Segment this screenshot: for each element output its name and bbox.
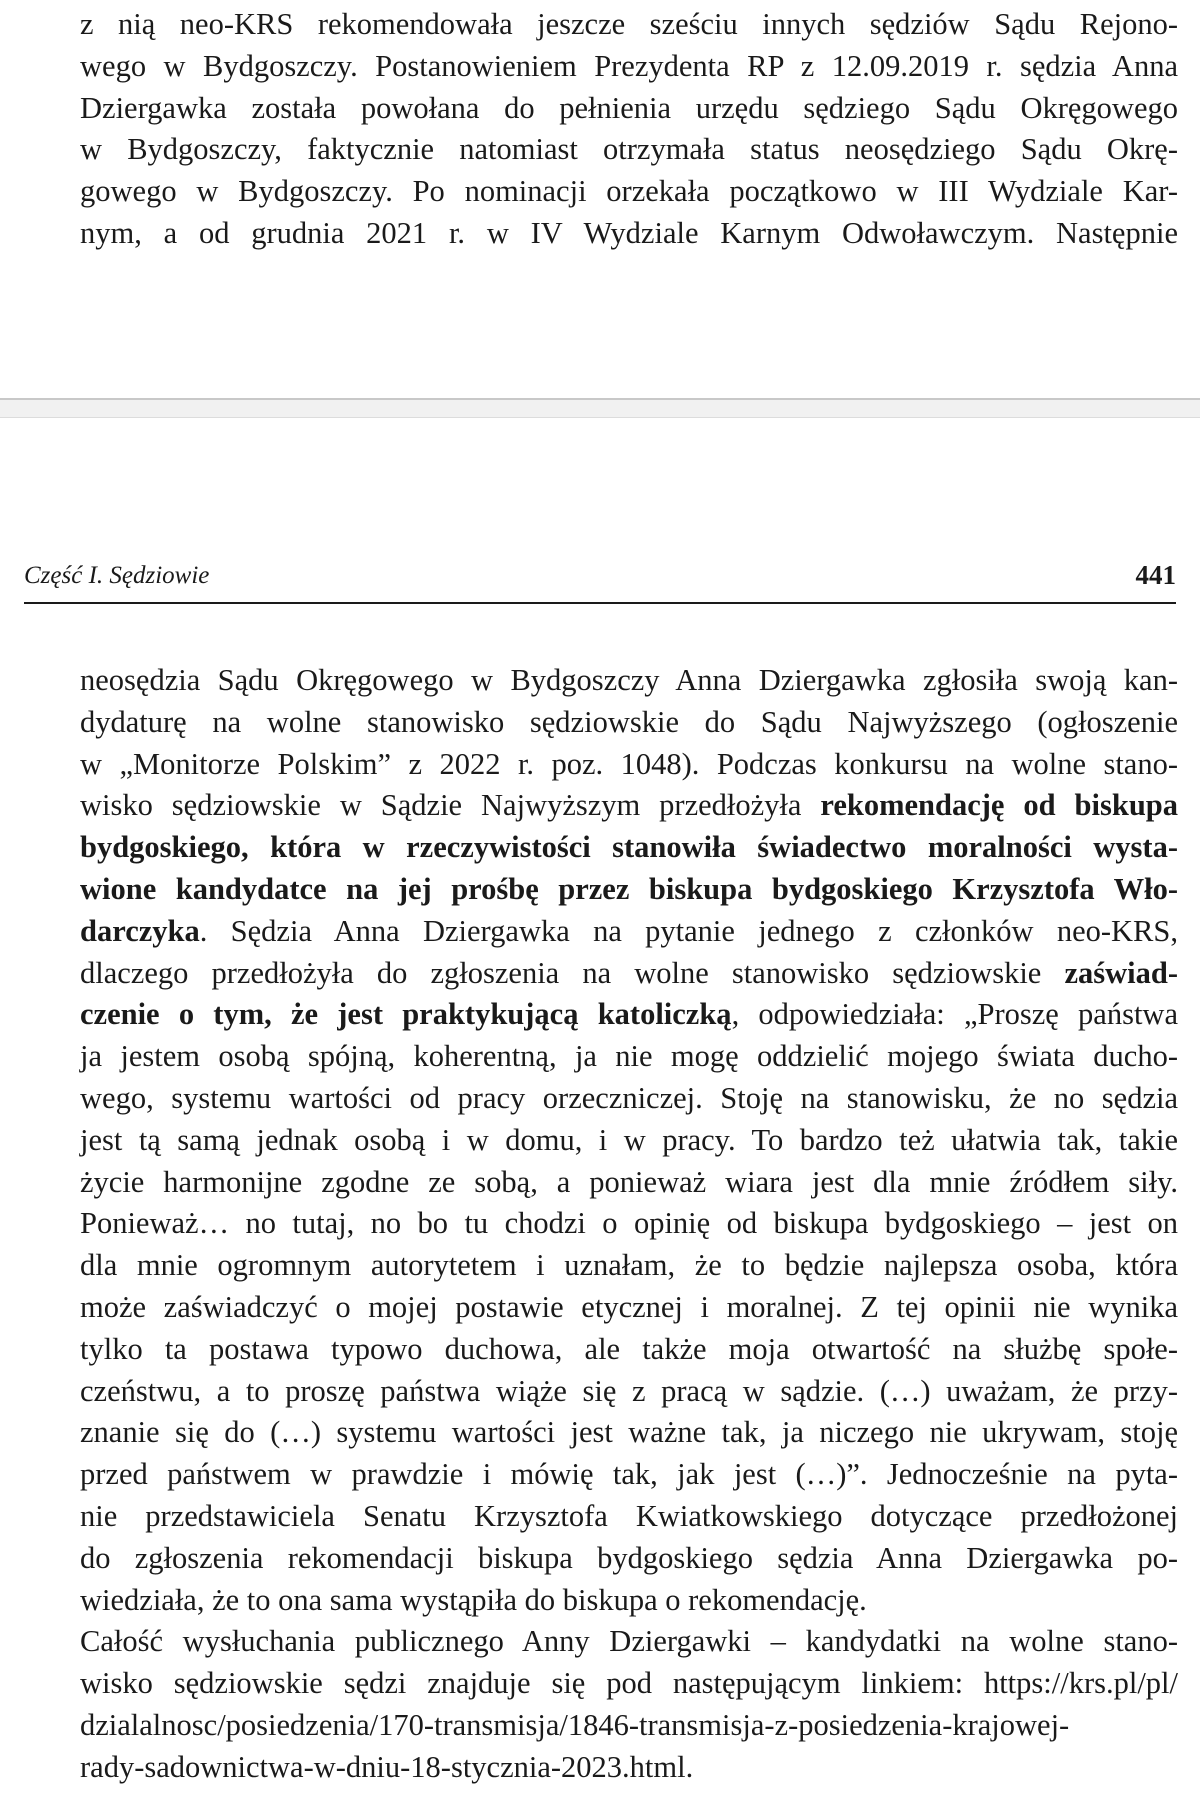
text-run: wego, systemu wartości od pracy orzeczniczej. Stoję na stanowisku, że no sędzia — [80, 1080, 1178, 1115]
text-line — [80, 660, 1178, 702]
text-run: znanie się do (…) systemu wartości jest ważne tak, ja niczego nie ukrywam, stoję — [80, 1415, 1178, 1450]
text-run: . Sędzia Anna Dziergawka na pytanie jednego z członków neo-KRS, — [199, 913, 1178, 948]
text-line — [80, 1454, 1178, 1496]
text-run: dlaczego przedłożyła do zgłoszenia na wolne stanowisko sędziowskie — [80, 955, 1065, 990]
text-line — [80, 1621, 1178, 1663]
text-line — [80, 1663, 1178, 1705]
page-separator — [0, 398, 1200, 418]
text-line — [80, 1538, 1178, 1580]
bold-text-run: bydgoskiego, która w rzeczywistości stanowiła świadectwo moralności wysta- — [80, 830, 1178, 865]
page-number: 441 — [1135, 560, 1176, 590]
text-line — [80, 1036, 1178, 1078]
text-line — [80, 1329, 1178, 1371]
text-line — [80, 1412, 1178, 1454]
text-line — [80, 1162, 1178, 1204]
text-line: wego w Bydgoszczy. Postanowieniem Prezydenta RP z 12.09.2019 r. sędzia Anna — [80, 48, 1178, 83]
text-run: dydaturę na wolne stanowisko sędziowskie do Sądu Najwyższego (ogłoszenie — [80, 704, 1178, 739]
running-header — [24, 560, 1176, 604]
current-page-text — [80, 660, 1178, 1789]
text-run: jest tą samą jednak osobą i w domu, i w pracy. To bardzo też ułatwia tak, takie — [80, 1122, 1178, 1157]
text-line — [80, 1580, 1178, 1622]
text-run: czeństwu, a to proszę państwa wiąże się z pracą w sądzie. (…) uważam, że przy- — [80, 1373, 1178, 1408]
text-run: do zgłoszenia rekomendacji biskupa bydgoskiego sędzia Anna Dziergawka po- — [80, 1540, 1178, 1575]
text-line: w Bydgoszczy, faktycznie natomiast otrzymała status neosędziego Sądu Okrę- — [80, 132, 1178, 167]
bold-text-run: darczyka — [80, 913, 200, 948]
text-line — [80, 702, 1178, 744]
text-line: nym, a od grudnia 2021 r. w IV Wydziale Karnym Odwoławczym. Następnie — [80, 215, 1178, 250]
text-run: nie przedstawiciela Senatu Krzysztofa Kwiatkowskiego dotyczące przedłożonej — [80, 1498, 1178, 1533]
text-line: Dziergawka została powołana do pełnienia urzędu sędziego Sądu Okręgowego — [80, 90, 1178, 125]
text-line — [80, 1245, 1178, 1287]
text-line — [80, 785, 1178, 827]
text-line — [80, 1203, 1178, 1245]
text-line: z nią neo-KRS rekomendowała jeszcze sześciu innych sędziów Sądu Rejono- — [80, 7, 1178, 41]
bold-text-run: zaświad- — [1064, 955, 1178, 990]
text-line — [80, 1120, 1178, 1162]
text-line — [80, 744, 1178, 786]
text-run: neosędzia Sądu Okręgowego w Bydgoszczy Anna Dziergawka zgłosiła swoją kan- — [80, 663, 1178, 697]
text-run: Całość wysłuchania publicznego Anny Dziergawki – kandydatki na wolne stano- — [80, 1624, 1178, 1659]
text-run: tylko ta postawa typowo duchowa, ale także moja otwartość na służbę społe- — [80, 1331, 1178, 1366]
text-run: dzialalnosc/posiedzenia/170-transmisja/1846-transmisja-z-posiedzenia-krajowej- — [80, 1707, 1070, 1742]
text-run: wiedziała, że to ona sama wystąpiła do biskupa o rekomendację. — [80, 1582, 867, 1617]
text-run: przed państwem w prawdzie i mówię tak, jak jest (…)”. Jednocześnie na pyta- — [80, 1457, 1178, 1492]
text-run: wisko sędziowskie w Sądzie Najwyższym przedłożyła — [80, 788, 821, 823]
text-line — [80, 1705, 1178, 1747]
text-run: życie harmonijne zgodne ze sobą, a ponieważ wiara jest dla mnie źródłem siły. — [80, 1164, 1178, 1199]
text-line — [80, 911, 1178, 953]
text-run: w „Monitorze Polskim” z 2022 r. poz. 1048). Podczas konkursu na wolne stano- — [80, 746, 1178, 781]
text-run: rady-sadownictwa-w-dniu-18-stycznia-2023.html. — [80, 1749, 694, 1784]
text-line: gowego w Bydgoszczy. Po nominacji orzekała początkowo w III Wydziale Kar- — [80, 174, 1178, 209]
text-line — [80, 994, 1178, 1036]
text-line — [80, 1287, 1178, 1329]
bold-text-run: rekomendację od biskupa — [820, 788, 1178, 823]
previous-page — [0, 0, 1200, 398]
text-run: dla mnie ogromnym autorytetem i uznałam, że to będzie najlepsza osoba, która — [80, 1248, 1178, 1283]
text-line — [80, 827, 1178, 869]
text-line — [80, 953, 1178, 995]
text-line — [80, 869, 1178, 911]
section-title: Część I. Sędziowie — [24, 562, 210, 589]
bold-text-run: czenie o tym, że jest praktykującą katoliczką — [80, 997, 732, 1032]
text-line — [80, 1496, 1178, 1538]
text-line — [80, 1747, 1178, 1789]
text-line — [80, 1371, 1178, 1413]
text-run: , odpowiedziała: „Proszę państwa — [731, 997, 1178, 1032]
text-run: może zaświadczyć o mojej postawie etycznej i moralnej. Z tej opinii nie wynika — [80, 1289, 1178, 1324]
text-run: Ponieważ… no tutaj, no bo tu chodzi o opinię od biskupa bydgoskiego – jest on — [80, 1206, 1178, 1241]
previous-page-text — [80, 4, 1178, 255]
text-line — [80, 1078, 1178, 1120]
text-run: wisko sędziowskie sędzi znajduje się pod następującym linkiem: https://krs.pl/pl/ — [80, 1666, 1178, 1701]
text-run: ja jestem osobą spójną, koherentną, ja nie mogę oddzielić mojego świata ducho- — [80, 1039, 1178, 1074]
bold-text-run: wione kandydatce na jej prośbę przez biskupa bydgoskiego Krzysztofa Wło- — [80, 871, 1178, 906]
